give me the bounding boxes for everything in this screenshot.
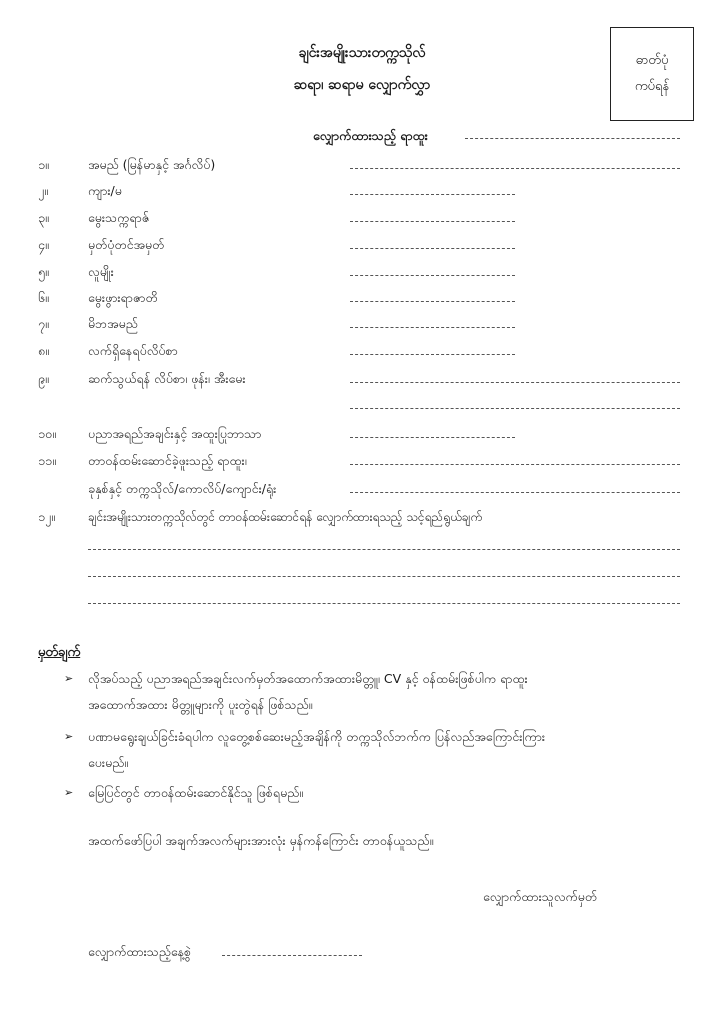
contact-field[interactable]	[350, 382, 680, 383]
nrc-field[interactable]	[350, 248, 515, 249]
photo-box	[610, 27, 694, 121]
photo-box-line-2: ကပ်ရန်	[634, 79, 670, 94]
purpose-field-line-1[interactable]	[88, 549, 680, 550]
date-label: လျှောက်ထားသည့်နေ့စွဲ	[88, 944, 192, 959]
ethnicity-field[interactable]	[350, 275, 515, 276]
bullet-arrow-icon: ➢	[64, 730, 74, 743]
field-number: ၃။	[38, 210, 49, 225]
note-item-line-2: ပေးမည်။	[88, 755, 129, 770]
field-number: ၁၂။	[38, 509, 55, 524]
field-number: ၅။	[38, 264, 49, 279]
previous-position-field[interactable]	[350, 464, 680, 465]
position-applied-label: လျှောက်ထားသည့် ရာထူး	[313, 128, 428, 143]
field-number: ၁၁။	[38, 453, 56, 468]
field-label-name: အမည် (မြန်မာနှင့် အင်္ဂလိပ်)	[88, 157, 216, 172]
field-number: ၆။	[38, 290, 49, 305]
note-item-line-2: အထောက်အထား မိတ္တူများကို ပူးတွဲရန် ဖြစ်သည်။	[88, 697, 313, 712]
note-item-line-1: မြေပြင်တွင် တာဝန်ထမ်းဆောင်နိုင်သူ ဖြစ်ရမည်။	[88, 785, 304, 800]
field-label-purpose: ချင်းအမျိုးသားတက္ကသိုလ်တွင် တာဝန်ထမ်းဆောင်ရန် လျှောက်ထားရသည့် သင့်ရည်ရွယ်ချက်	[88, 510, 483, 524]
purpose-field-line-3[interactable]	[88, 603, 680, 604]
field-number: ၄။	[38, 237, 49, 252]
notes-heading: မှတ်ချက်	[38, 645, 81, 660]
contact-field-line-2[interactable]	[350, 408, 680, 409]
bullet-arrow-icon: ➢	[64, 672, 74, 685]
field-number: ၉။	[38, 371, 49, 386]
education-field[interactable]	[350, 437, 515, 438]
photo-box-line-1: ဓာတ်ပုံ	[635, 53, 669, 68]
field-label-ethnicity: လူမျိုး	[88, 264, 114, 279]
bullet-arrow-icon: ➢	[64, 786, 74, 799]
purpose-field-line-2[interactable]	[88, 576, 680, 577]
field-label-education: ပညာအရည်အချင်းနှင့် အထူးပြုဘာသာ	[88, 426, 262, 441]
field-label-contact: ဆက်သွယ်ရန် လိပ်စာ၊ ဖုန်း၊ အီးမေး	[88, 371, 246, 386]
document-title: ချင်းအမျိုးသားတက္ကသိုလ်	[298, 45, 426, 61]
note-item	[88, 780, 678, 806]
field-number: ၇။	[38, 316, 49, 331]
dob-field[interactable]	[350, 221, 515, 222]
field-label-parents: မိဘအမည်	[88, 316, 138, 331]
address-field[interactable]	[350, 354, 515, 355]
name-field[interactable]	[350, 168, 680, 169]
parents-field[interactable]	[350, 327, 515, 328]
note-item	[88, 724, 678, 776]
signature-label: လျှောက်ထားသူလက်မှတ်	[483, 889, 598, 904]
note-item-line-1: ပဏာမရွေးချယ်ခြင်းခံရပါက လူတွေ့စစ်ဆေးမည့်အချိန်ကို တက္ကသိုလ်ဘက်က ပြန်လည်အကြောင်းကြား	[88, 729, 546, 744]
note-item	[88, 666, 678, 718]
document-subtitle: ဆရာ၊ ဆရာမ လျှောက်လွှာ	[293, 77, 431, 93]
note-item-line-1: လိုအပ်သည့် ပညာအရည်အချင်းလက်မှတ်အထောက်အထားမိတ္တူ၊ CV နှင့် ဝန်ထမ်းဖြစ်ပါက ရာထူး	[88, 671, 528, 686]
field-number: ၁၀။	[38, 426, 56, 441]
position-applied-field[interactable]	[465, 138, 680, 139]
field-number: ၂။	[38, 183, 48, 198]
birthplace-field[interactable]	[350, 301, 515, 302]
field-number: ၈။	[38, 343, 49, 358]
previous-institution-field[interactable]	[350, 492, 680, 493]
field-number: ၁။	[38, 157, 49, 172]
date-field[interactable]	[222, 955, 362, 956]
field-label-gender: ကျား/မ	[88, 183, 122, 198]
declaration-text: အထက်ဖော်ပြပါ အချက်အလက်များအားလုံး မှန်ကန်ကြောင်း တာဝန်ယူသည်။	[88, 833, 434, 848]
gender-field[interactable]	[350, 194, 515, 195]
field-label-dob: မွေးသက္ကရာဇ်	[88, 210, 150, 225]
field-label-address: လက်ရှိနေရပ်လိပ်စာ	[88, 343, 178, 358]
field-label-nrc: မှတ်ပုံတင်အမှတ်	[88, 237, 165, 252]
field-label-previous-institution: ခုနှစ်နှင့် တက္ကသိုလ်/ကောလိပ်/ကျောင်း/ရုံး	[88, 481, 277, 496]
field-label-birthplace: မွေးဖွားရာဇာတိ	[88, 290, 158, 305]
field-label-previous-position: တာဝန်ထမ်းဆောင်ခဲ့ဖူးသည့် ရာထူး၊	[88, 453, 247, 468]
